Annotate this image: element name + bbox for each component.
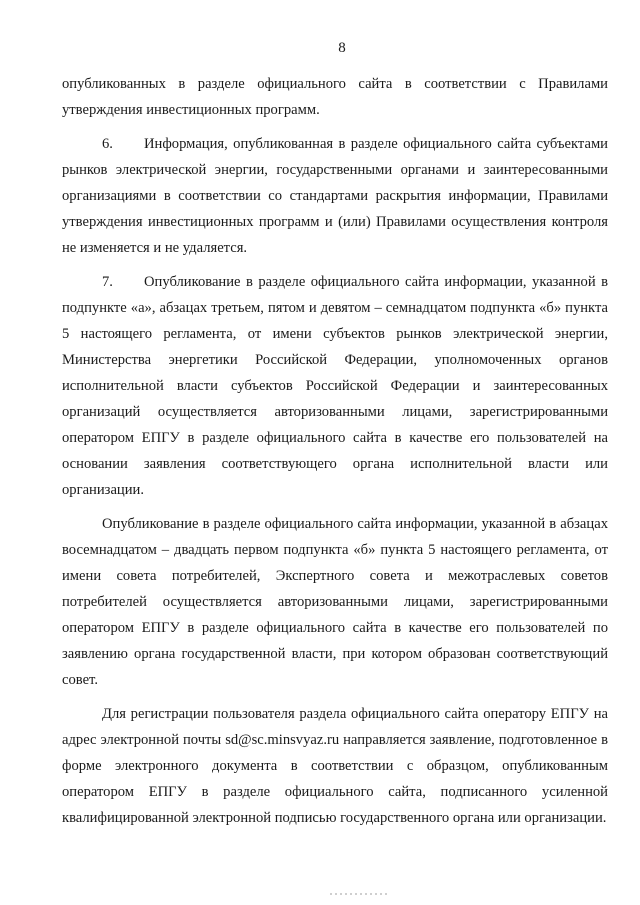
paragraph-publication-council	[62, 511, 608, 693]
paragraph-text: Информация, опубликованная в разделе официального сайта субъектами рынков электрической энергии, государственными органами и заинтересованными организациями в соответствии со стандартами раскрытия информации, Правилами утверждения инвестиционных программ и (или) Правилами осуществления контроля не изменяется и не удаляется.	[62, 136, 608, 256]
paragraph-text: опубликованных в разделе официального сайта в соответствии с Правилами утверждения инвестиционных программ.	[62, 76, 608, 118]
scan-artifact-mark	[330, 893, 390, 895]
paragraph-text: Опубликование в разделе официального сайта информации, указанной в подпункте «а», абзацах третьем, пятом и девятом – семнадцатом подпункта «б» пункта 5 настоящего регламента, от имени субъектов рынков электрической энергии, Министерства энергетики Российской Федерации, уполномоченных органов исполнительной власти субъектов Российской Федерации и заинтересованных организаций осуществляется авторизованными лицами, зарегистрированными оператором ЕПГУ в разделе официального сайта в качестве его пользователей на основании заявления соответствующего органа исполнительной власти или организации.	[62, 274, 608, 498]
paragraph-continuation	[62, 71, 608, 123]
paragraph-number: 6.	[102, 136, 113, 152]
paragraph-item-6	[62, 131, 608, 261]
paragraph-item-7	[62, 269, 608, 503]
paragraph-text: Для регистрации пользователя раздела официального сайта оператору ЕПГУ на адрес электронной почты sd@sc.minsvyaz.ru направляется заявление, подготовленное в форме электронного документа в соответствии с образцом, опубликованным оператором ЕПГУ в разделе официального сайта, подписанного усиленной квалифицированной электронной подписью государственного органа или организации.	[62, 706, 608, 826]
paragraph-registration	[62, 701, 608, 831]
page-number: 8	[338, 40, 346, 56]
paragraph-text: Опубликование в разделе официального сайта информации, указанной в абзацах восемнадцатом – двадцать первом подпункта «б» пункта 5 настоящего регламента, от имени совета потребителей, Экспертного совета и межотраслевых советов потребителей осуществляется авторизованными лицами, зарегистрированными оператором ЕПГУ в разделе официального сайта в качестве его пользователей по заявлению органа государственной власти, при котором образован соответствующий совет.	[62, 516, 608, 688]
paragraph-number: 7.	[102, 274, 113, 290]
